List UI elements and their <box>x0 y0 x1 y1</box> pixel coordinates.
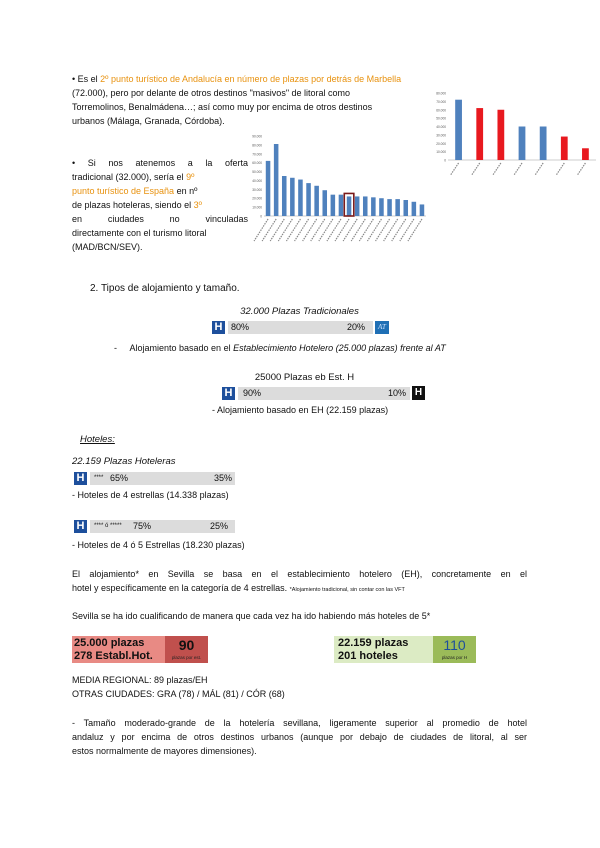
hotel-icon: H <box>74 472 87 485</box>
chart-left-category-label <box>351 219 365 241</box>
chart-left-bar <box>314 186 319 216</box>
hotel-dark-icon: H <box>412 386 425 400</box>
chart-left-category-label <box>270 219 284 241</box>
chart-left-bar <box>355 196 360 216</box>
eh-left-pct: 90% <box>243 388 262 398</box>
chart-left-category-label <box>359 219 373 241</box>
chart-right-ytick: 60.000 <box>436 108 446 113</box>
chart-right-bar <box>519 127 526 161</box>
box-right-line-1: 22.159 plazas <box>338 637 409 649</box>
chart-left-bar <box>395 199 400 216</box>
chart-left-category-label <box>327 219 341 241</box>
chart-right-bar <box>476 108 483 160</box>
trad-left-pct: 80% <box>231 322 250 332</box>
p1-l2: hotel y específicamente en la categoría de 4 estrellas. <box>72 583 288 593</box>
intro-line-2: (72.000), pero por delante de otros destinos "masivos" de litoral como <box>72 88 351 98</box>
chart-left-bar <box>274 144 279 216</box>
chart-left-category-label <box>286 219 300 241</box>
chart-right-category-label <box>556 163 564 175</box>
chart-right-category-label <box>514 163 522 175</box>
intro-highlight: 2º punto turístico de Andalucía en número de plazas por detrás de Marbella <box>100 74 402 84</box>
chart-left-category-label <box>311 219 325 241</box>
p1-line-1: El alojamiento* en Sevilla se basa en el establecimiento hotelero (EH), concretamente en el <box>72 569 527 579</box>
hotel45-note: - Hoteles de 4 ó 5 Estrellas (18.230 plazas) <box>72 540 245 550</box>
b2-line-6: directamente con el turismo litoral <box>72 228 207 238</box>
chart-left-ytick: 40.000 <box>252 178 262 183</box>
chart-left-ytick: 30.000 <box>252 187 262 192</box>
hotel-icon: H <box>212 321 225 334</box>
chart-left-category-label <box>400 219 414 241</box>
b2-l3a: punto turístico de España <box>72 186 175 196</box>
chart-left-bar <box>339 195 344 216</box>
chart-left-bar <box>290 178 295 216</box>
chart-right-category-label <box>535 163 543 175</box>
chart-left-category-label <box>262 219 276 241</box>
chart-left-bar <box>379 198 384 216</box>
b2-line-4 <box>72 198 248 212</box>
chart-left-ytick: 80.000 <box>252 143 262 148</box>
final-line-3: estos normalmente de mayores dimensiones). <box>72 746 257 756</box>
chart-left-category-label <box>343 219 357 241</box>
chart-right-bar <box>540 127 547 161</box>
box-left-unit: plazas por est. <box>171 655 202 660</box>
chart-left-category-label <box>319 219 333 241</box>
media-regional: MEDIA REGIONAL: 89 plazas/EH <box>72 675 208 685</box>
chart-left-category-label <box>384 219 398 241</box>
hotel-icon: H <box>74 520 87 533</box>
chart-right-ytick: 40.000 <box>436 125 446 129</box>
b2-line-3 <box>72 184 248 198</box>
chart-left-category-label <box>303 219 317 241</box>
chart-left-category-label <box>278 219 292 241</box>
chart-left-bar <box>306 183 311 216</box>
chart-right-bar <box>455 100 462 160</box>
hotel4-right-pct: 35% <box>214 473 233 483</box>
hotel45-left-pct: 75% <box>133 521 152 531</box>
chart-left-bar <box>371 197 376 216</box>
box-left-line-1: 25.000 plazas <box>74 637 145 649</box>
hotel4-left-pct: 65% <box>110 473 129 483</box>
hotel4-note: - Hoteles de 4 estrellas (14.338 plazas) <box>72 490 229 500</box>
eh-right-pct: 10% <box>388 388 407 398</box>
b2-line-1: • Si nos atenemos a la oferta <box>72 158 248 168</box>
chart-left-category-label <box>254 219 268 241</box>
chart-right-bar <box>582 148 589 160</box>
chart-left-bar <box>266 161 271 216</box>
hoteles-heading: Hoteles: <box>80 434 115 445</box>
chart-right-category-label <box>472 163 480 175</box>
intro-line-3: Torremolinos, Benalmádena…; así como muy por encima de otros destinos <box>72 102 373 112</box>
p1-footnote: *Alojamiento tradicional, sin contar con las VFT <box>289 587 405 593</box>
eh-bar <box>238 387 410 400</box>
final-line-2: andaluz y por encima de otros destinos urbanos (aunque por debajo de ciudades de litoral, al ser <box>72 732 527 742</box>
tourist-apartment-icon: AT <box>375 321 389 334</box>
final-line-1: - Tamaño moderado-grande de la hotelería sevillana, ligeramente superior al promedio de hotel <box>72 718 527 728</box>
box-left-line-2: 278 Establ.Hot. <box>74 650 153 662</box>
final-paragraph <box>72 716 527 758</box>
chart-right-category-label <box>577 163 585 175</box>
b2-line-7: (MAD/BCN/SEV). <box>72 242 143 252</box>
chart-left-bar <box>420 204 425 216</box>
chart-left-bar <box>347 196 352 216</box>
hotel4-stars: **** <box>94 475 104 481</box>
trad-note-a: Alojamiento basado en el <box>129 343 234 353</box>
chart-left-ytick: 90.000 <box>252 134 262 139</box>
chart-left-ytick: 50.000 <box>252 170 262 175</box>
trad-bullet: - <box>114 343 130 353</box>
chart-left-bar <box>412 202 417 216</box>
box-right-unit: plazas por H <box>441 655 468 660</box>
chart-left-ytick: 20.000 <box>252 196 262 201</box>
hotel-icon: H <box>222 387 235 400</box>
b2-l2b: 9º <box>186 172 195 182</box>
b2-line-5: en ciudades no vinculadas <box>72 214 248 224</box>
chart-right-ytick: 70.000 <box>436 99 446 104</box>
chart-left-category-label <box>376 219 390 241</box>
chart-left-ytick: 0 <box>260 214 262 219</box>
intro-bullet-2 <box>72 156 248 254</box>
b2-l2a: tradicional (32.000), sería el <box>72 172 187 182</box>
chart-left-category-label <box>335 219 349 241</box>
chart-left-ytick: 70.000 <box>252 152 262 157</box>
chart-right-ytick: 0 <box>444 158 446 163</box>
chart-left-category-label <box>295 219 309 241</box>
trad-right-pct: 20% <box>347 322 366 332</box>
paragraph-1 <box>72 567 527 597</box>
chart-left-category-label <box>392 219 406 241</box>
chart-right-svg <box>428 88 600 178</box>
intro-lines <box>72 86 427 128</box>
paragraph-2: Sevilla se ha ido cualificando de manera que cada vez ha ido habiendo más hoteles de 5* <box>72 611 431 621</box>
hoteles-title: 22.159 Plazas Hoteleras <box>72 456 176 467</box>
box-right-number: 110 <box>443 637 466 653</box>
chart-right-ytick: 80.000 <box>436 91 446 96</box>
trad-note-b: Establecimiento Hotelero (25.000 plazas) frente al AT <box>233 343 446 353</box>
trad-note <box>114 343 446 353</box>
intro-bullet-1 <box>72 72 527 86</box>
b2-l4b: 3º <box>193 200 202 210</box>
chart-right-ytick: 10.000 <box>436 150 446 155</box>
hotel45-right-pct: 25% <box>210 521 229 531</box>
chart-right-ytick: 30.000 <box>436 133 446 138</box>
chart-left-bar <box>322 190 327 216</box>
box-left-number: 90 <box>178 637 195 653</box>
chart-left-bar <box>298 180 303 216</box>
chart-right <box>428 88 600 178</box>
chart-right-category-label <box>451 163 459 175</box>
chart-right-bar <box>561 137 568 160</box>
chart-left-ytick: 10.000 <box>252 205 262 210</box>
hotel45-stars: **** ó ***** <box>94 523 122 529</box>
chart-left-bar <box>282 176 287 216</box>
chart-left-bar <box>403 200 408 216</box>
chart-left-ytick: 60.000 <box>252 161 262 166</box>
chart-left <box>240 132 432 250</box>
chart-left-bar <box>363 196 368 216</box>
section2-heading: 2. Tipos de alojamiento y tamaño. <box>90 283 240 294</box>
chart-right-ytick: 50.000 <box>436 116 446 121</box>
intro-line-1 <box>72 72 527 86</box>
chart-right-category-label <box>493 163 501 175</box>
eh-note: - Alojamiento basado en EH (22.159 plazas) <box>212 405 389 415</box>
box-right-line-2: 201 hoteles <box>338 650 398 662</box>
chart-right-bar <box>497 110 504 160</box>
chart-right-ytick: 20.000 <box>436 141 446 146</box>
eh-title: 25000 Plazas eb Est. H <box>254 372 355 383</box>
intro-line-4: urbanos (Málaga, Granada, Córdoba). <box>72 116 225 126</box>
chart-left-category-label <box>408 219 422 241</box>
b2-l4a: de plazas hoteleras, siendo el <box>72 200 194 210</box>
p1-line-2 <box>72 581 527 597</box>
chart-left-bar <box>331 195 336 216</box>
b2-line-2 <box>72 170 248 184</box>
b2-l3b: en nº <box>174 186 198 196</box>
chart-left-category-label <box>367 219 381 241</box>
chart-left-bar <box>387 199 392 216</box>
intro-lead: • Es el <box>72 74 101 84</box>
trad-title: 32.000 Plazas Tradicionales <box>240 306 359 317</box>
chart-left-svg <box>240 132 432 250</box>
otras-ciudades: OTRAS CIUDADES: GRA (78) / MÁL (81) / CÓR (68) <box>72 689 285 699</box>
